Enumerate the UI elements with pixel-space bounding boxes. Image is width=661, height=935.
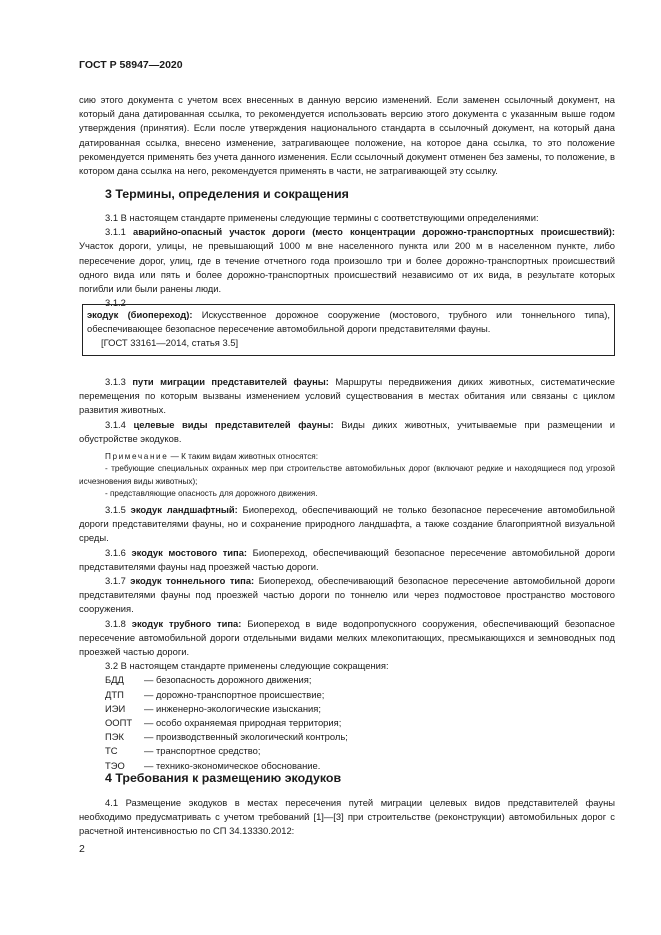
term-name: экодук тоннельного типа: <box>130 575 255 587</box>
para-3-1: 3.1 В настоящем стандарте применены следующие термины с соответствующими определениями: <box>105 212 539 223</box>
term-number: 3.1.8 <box>105 617 126 629</box>
note-header <box>79 451 615 463</box>
terms-block-c <box>79 503 615 773</box>
abbreviation-expansion: — производственный экологический контроль; <box>144 731 348 743</box>
term-3-1-7 <box>79 574 615 617</box>
abbreviation-code: ООПТ <box>105 717 133 729</box>
term-name: экодук ландшафтный: <box>130 504 238 515</box>
term-number: 3.1.4 <box>105 418 126 430</box>
abbreviation-row <box>79 744 348 758</box>
abbreviation-code: ПЭК <box>105 731 124 743</box>
abbreviation-row <box>79 730 348 744</box>
term-3-1-1 <box>79 225 615 296</box>
document-header: ГОСТ Р 58947—2020 <box>79 59 183 71</box>
term-definition: Биопереход, обеспечивающий не только безопасное пересечение автомобильной дороги представителями фауны, но и сохранение природного ландшафта, а также создание благоприятной визуальной среды. <box>79 504 616 544</box>
abbreviation-expansion: — особо охраняемая природная территория; <box>144 717 342 729</box>
note-text: — К таким видам животных относятся: <box>168 452 318 461</box>
term-definition: Маршруты передвижения диких животных, систематические перемещения по которым вызваны изменением условий существования в местах обитания или связаны с циклом развития животных. <box>79 376 616 416</box>
terms-block-a <box>79 211 615 310</box>
abbreviation-row <box>79 716 348 730</box>
term-3-1-6 <box>79 546 615 574</box>
term-3-1-4 <box>79 418 615 446</box>
term-name: пути миграции представителей фауны: <box>132 376 329 387</box>
term-number: 3.1.1 <box>105 226 126 238</box>
abbreviation-row <box>79 688 348 702</box>
term-definition: Виды диких животных, учитываемые при размещении и обустройстве экодуков. <box>79 418 615 444</box>
intro-paragraph <box>79 93 615 178</box>
term-3-1-2-reference: [ГОСТ 33161—2014, статья 3.5] <box>101 337 239 349</box>
quoted-definition-box <box>82 304 615 356</box>
term-definition: Биопереход в виде водопропускного сооружения, обеспечивающий безопасное пересечение автомобильной дороги отдельными видами мелких млекопитающих, пресмыкающихся и земноводных под проезжей частью дороги. <box>79 617 615 658</box>
term-number: 3.1.3 <box>105 376 126 387</box>
term-number: 3.1.5 <box>105 504 126 515</box>
section-3-title: 3 Термины, определения и сокращения <box>105 187 349 201</box>
term-number: 3.1.7 <box>105 575 126 587</box>
abbreviation-row <box>79 673 348 687</box>
section-4-body <box>79 796 615 839</box>
term-3-1-3 <box>79 375 615 418</box>
abbreviations-table <box>79 673 348 772</box>
term-number: 3.1.6 <box>105 546 126 558</box>
term-name: экодук трубного типа: <box>131 617 242 629</box>
abbreviation-expansion: — транспортное средство; <box>144 745 261 757</box>
abbreviation-expansion: — инженерно-экологические изыскания; <box>144 702 321 714</box>
abbreviation-row <box>79 702 348 716</box>
term-definition: Биопереход, обеспечивающий безопасное пересечение автомобильной дороги представителями фауны над проезжей частью дороги. <box>79 546 615 572</box>
section-4-title: 4 Требования к размещению экодуков <box>105 771 342 785</box>
terms-block-b <box>79 375 615 446</box>
term-3-1-2-number: 3.1.2 <box>105 297 126 309</box>
para-3-2: 3.2 В настоящем стандарте применены следующие сокращения: <box>105 660 389 672</box>
intro-text: сию этого документа с учетом всех внесенных в данную версию изменений. Если заменен ссылочный документ, на который дана датированная ссылка, то рекомендуется использовать версию этого документа с указанным выше годом утверждения (принятия). Если после утверждения национального стандарта в ссылочный документ, на который дана датированная ссылка, внесено изменение, затрагивающее положение, на которое дана ссылка, то это положение рекомендуется применять без учета данного изменения. Если ссылочный документ отменен без замены, то положение, в котором дана ссылка на него, рекомендуется применять в части, не затрагивающей эту ссылку. <box>79 94 615 177</box>
term-3-1-5 <box>79 503 615 546</box>
term-3-1-8 <box>79 617 615 660</box>
term-definition: Искусственное дорожное сооружение (мостового, трубного или тоннельного типа), обеспечивающее безопасное пересечение автомобильной дороги представителями фауны. <box>87 309 610 335</box>
abbreviation-expansion: — безопасность дорожного движения; <box>144 674 312 686</box>
abbreviation-code: ДТП <box>105 688 124 700</box>
page-number: 2 <box>79 843 85 855</box>
term-definition: Биопереход, обеспечивающий безопасное пересечение автомобильной дороги представителями фауны под проезжей частью дороги по тоннелю или через подмостовое пространство мостового сооружения. <box>79 575 616 615</box>
note-item: - представляющие опасность для дорожного движения. <box>105 488 318 498</box>
term-name: экодук мостового типа: <box>131 546 248 558</box>
abbreviation-code: ТЭО <box>105 759 125 771</box>
term-name: аварийно-опасный участок дороги (место концентрации дорожно-транспортных происшествий): <box>133 226 616 238</box>
abbreviation-code: ТС <box>105 745 118 757</box>
note-item: - требующие специальных охранных мер при строительстве автомобильных дорог (включают редкие и находящиеся под угрозой исчезновения виды животных); <box>79 464 615 486</box>
abbreviation-code: БДД <box>105 674 124 686</box>
term-name: экодук (биопереход): <box>87 309 193 320</box>
para-4-1: 4.1 Размещение экодуков в местах пересечения путей миграции целевых видов представителей фауны необходимо предусматривать с учетом требований [1]—[3] при строительстве (реконструкции) автомобильных дорог с расчетной интенсивностью по СП 34.13330.2012: <box>79 797 615 837</box>
term-definition: Участок дороги, улицы, не превышающий 1000 м вне населенного пункта или 200 м в населенном пункте, либо пересечение дорог, улиц, где в течение отчетного года произошло три и более дорожно-транспортных происшествий одного вида или пять и более дорожно-транспортных происшествий независимо от их вида, в результате которых погибли или были ранены люди. <box>79 240 615 295</box>
note-label: Примечание <box>105 452 169 461</box>
note-block <box>79 451 615 500</box>
abbreviation-expansion: — технико-экономическое обоснование. <box>144 759 321 771</box>
abbreviation-code: ИЭИ <box>105 702 126 714</box>
term-3-1-2 <box>87 308 610 336</box>
term-name: целевые виды представителей фауны: <box>133 418 334 430</box>
abbreviation-expansion: — дорожно-транспортное происшествие; <box>144 688 325 700</box>
